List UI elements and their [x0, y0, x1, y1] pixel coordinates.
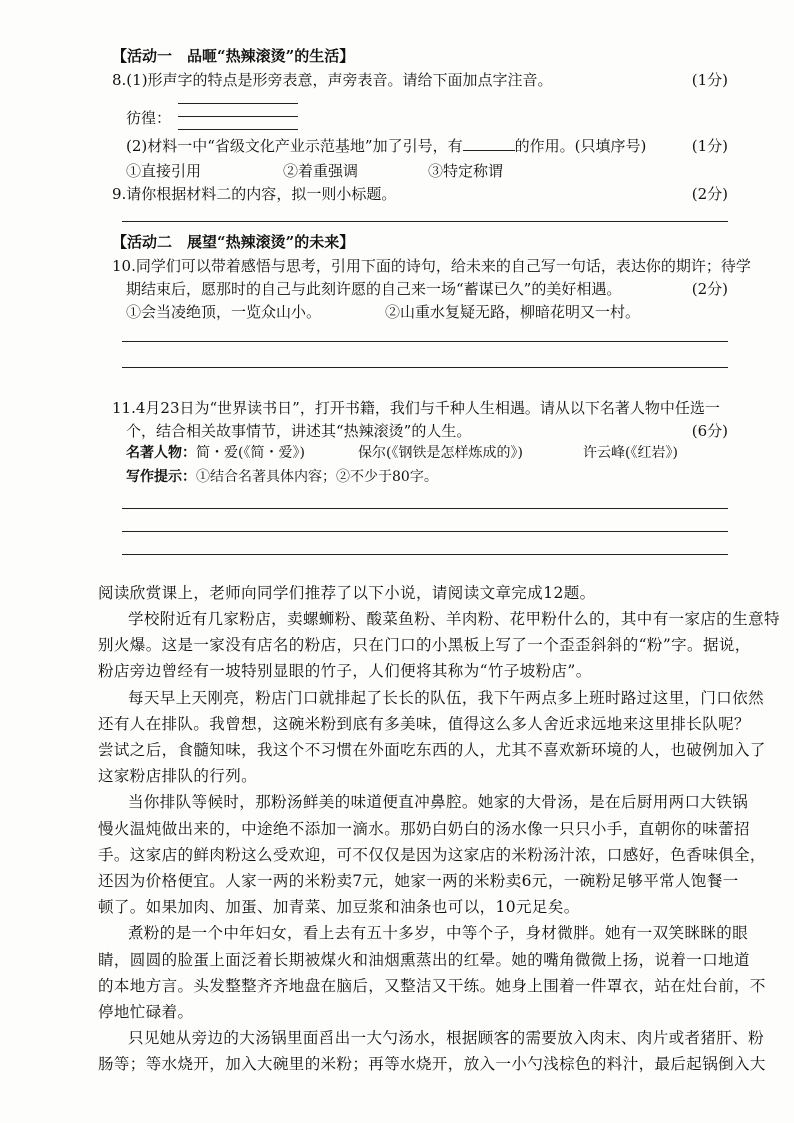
activity1-heading: 【活动一 品咂“热辣滚烫”的生活】	[112, 47, 355, 65]
option-2: ②着重强调	[283, 162, 359, 180]
story-line: 还有人在排队。我曾想，这碗米粉到底有多美味，值得这么多人舍近求远地来这里排长队呢？	[98, 714, 750, 733]
story-line: 煮粉的是一个中年妇女，看上去有五十多岁，中等个子，身材微胖。她有一双笑眯眯的眼	[128, 924, 749, 943]
story-line: 手。这家店的鲜肉粉这么受欢迎，可不仅仅是因为这家店的米粉汤汁浓，口感好，色香味俱全，	[98, 845, 766, 864]
poem-1: ①会当凌绝顶，一览众山小。	[126, 303, 322, 321]
figures-row	[126, 443, 305, 463]
answer-line-1[interactable]	[178, 103, 298, 104]
q10-points: (2分)	[691, 280, 728, 298]
q8-2-points: (1分)	[691, 137, 728, 155]
question-11-line2: 个，结合相关故事情节，讲述其“热辣滚烫”的人生。	[126, 422, 472, 440]
question-8-1: 8.(1)形声字的特点是形旁表意，声旁表音。请给下面加点字注音。	[112, 71, 553, 89]
question-9: 9.请你根据材料二的内容，拟一则小标题。	[112, 185, 397, 203]
pinyin-word: 彷徨：	[126, 109, 172, 127]
story-line: 别火爆。这是一家没有店名的粉店，只在门口的小黑板上写了一个歪歪斜斜的“粉”字。据说，	[98, 636, 751, 655]
tips-label: 写作提示：	[126, 469, 196, 485]
story-line: 还因为价格便宜。人家一两的米粉卖7元，她家一两的米粉卖6元，一碗粉足够平常人饱餐一	[98, 872, 739, 890]
question-11-line1: 11.4月23日为“世界读书日”，打开书籍，我们与千种人生相遇。请从以下名著人物中任选一	[112, 399, 720, 417]
q10-answer-line-2[interactable]	[122, 367, 728, 368]
story-line: 停地忙碌着。	[98, 1003, 194, 1021]
story-line: 只见她从旁边的大汤锅里面舀出一大勺汤水，根据顾客的需要放入肉末、肉片或者猪肝、粉	[128, 1029, 765, 1048]
tips-row	[126, 467, 438, 487]
figure-1: 简・爱(《简・爱》)	[196, 445, 305, 461]
story-line: 的本地方言。头发整整齐齐地盘在脑后，又整洁又干练。她身上围着一件罩衣，站在灶台前，不	[98, 976, 766, 995]
story-line: 粉店旁边曾经有一坡特别显眼的竹子，人们便将其称为“竹子坡粉店”。	[98, 662, 592, 681]
q11-answer-line-1[interactable]	[122, 508, 728, 509]
figure-3: 许云峰(《红岩》)	[583, 445, 678, 461]
poem-2: ②山重水复疑无路，柳暗花明又一村。	[385, 303, 641, 321]
q8-1-points: (1分)	[691, 71, 728, 89]
tips-text: ①结合名著具体内容；②不少于80字。	[196, 469, 438, 485]
q8-2-blank[interactable]	[463, 136, 515, 151]
story-line: 顿了。如果加肉、加蛋、加青菜、加豆浆和油条也可以，10元足矣。	[98, 898, 580, 917]
answer-line-2[interactable]	[178, 116, 298, 117]
activity2-heading: 【活动二 展望“热辣滚烫”的未来】	[112, 233, 355, 251]
story-line: 肠等；等水烧开，加入大碗里的米粉；再等水烧开，放入一小勺浅棕色的料汁，最后起锅倒入大	[98, 1055, 766, 1074]
q9-answer-line[interactable]	[122, 221, 728, 222]
q10-answer-line-1[interactable]	[122, 341, 728, 342]
figure-2: 保尔(《钢铁是怎样炼成的》)	[358, 445, 523, 461]
question-10-line1: 10.同学们可以带着感悟与思考，引用下面的诗句，给未来的自己写一句话，表达你的期许；待学	[112, 257, 751, 275]
q11-answer-line-3[interactable]	[122, 554, 728, 555]
story-line: 这家粉店排队的行列。	[98, 767, 258, 786]
q8-2-text-a: (2)材料一中“省级文化产业示范基地”加了引号，有	[126, 137, 463, 155]
reading-intro: 阅读欣赏课上，老师向同学们推荐了以下小说，请阅读文章完成12题。	[98, 584, 596, 602]
option-1: ①直接引用	[126, 162, 202, 180]
story-line: 慢火温炖做出来的，中途绝不添加一滴水。那奶白奶白的汤水像一只只小手，直朝你的味蕾招	[98, 819, 750, 838]
story-line: 学校附近有几家粉店，卖螺蛳粉、酸菜鱼粉、羊肉粉、花甲粉什么的，其中有一家店的生意特	[128, 610, 780, 628]
figures-label: 名著人物：	[126, 445, 196, 461]
story-line: 每天早上天刚亮，粉店门口就排起了长长的队伍，我下午两点多上班时路过这里，门口依然	[128, 688, 765, 707]
q9-points: (2分)	[691, 185, 728, 203]
story-line: 睛，圆圆的脸蛋上面泛着长期被煤火和油烟熏蒸出的红晕。她的嘴角微微上扬，说着一口地道	[98, 950, 750, 969]
story-line: 当你排队等候时，那粉汤鲜美的味道便直冲鼻腔。她家的大骨汤，是在后厨用两口大铁锅	[128, 793, 749, 812]
answer-line-3[interactable]	[178, 129, 298, 130]
option-3: ③特定称谓	[428, 162, 504, 180]
question-10-line2: 期结束后，愿那时的自己与此刻许愿的自己来一场“蓄谋已久”的美好相遇。	[126, 280, 622, 298]
story-line: 尝试之后，食髓知味，我这个不习惯在外面吃东西的人，尤其不喜欢新环境的人，也破例加入了	[98, 741, 766, 759]
question-8-2	[126, 136, 646, 156]
q8-2-text-b: 的作用。(只填序号)	[514, 137, 647, 155]
q11-answer-line-2[interactable]	[122, 531, 728, 532]
q11-points: (6分)	[691, 422, 728, 440]
